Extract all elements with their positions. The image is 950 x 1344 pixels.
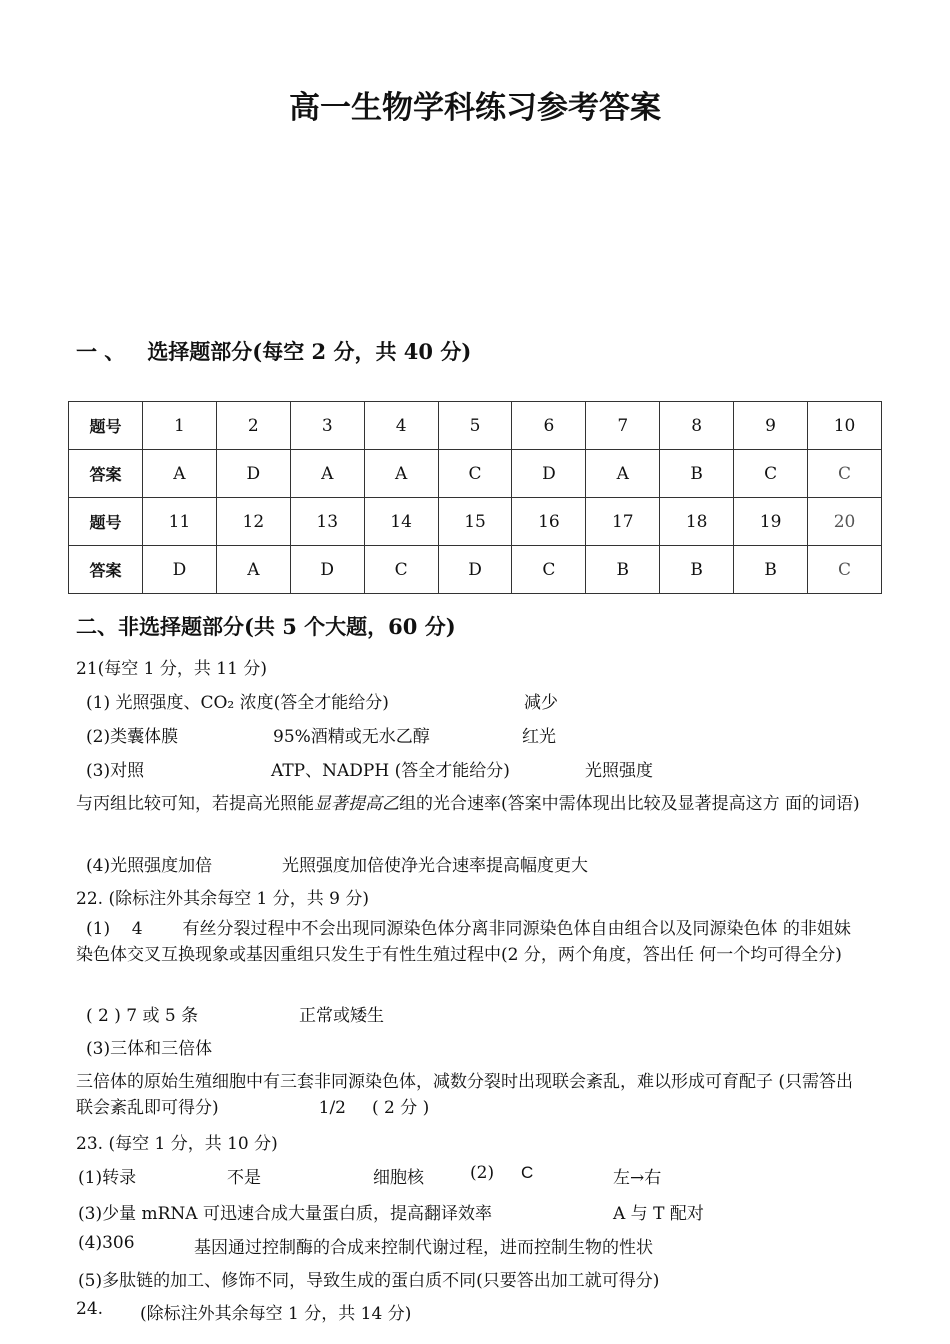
table-cell: D: [512, 450, 586, 498]
section1-text: 选择题部分(每空 2 分，共 40 分): [147, 339, 472, 364]
table-cell: C: [438, 450, 512, 498]
q22-line2-a: ( 2 ) 7 或 5 条: [86, 1006, 199, 1026]
table-cell: 16: [512, 498, 586, 546]
table-row-answers-2: [69, 546, 882, 594]
table-cell: A: [143, 450, 217, 498]
table-cell: 15: [438, 498, 512, 546]
table-cell: 5: [438, 402, 512, 450]
q21-line2-c: 红光: [522, 727, 556, 747]
table-cell: C: [808, 546, 882, 594]
q23-line1-e: C: [521, 1163, 534, 1182]
table-cell: 2: [216, 402, 290, 450]
table-cell: A: [216, 546, 290, 594]
table-cell: 20: [808, 498, 882, 546]
section2-heading: 二、非选择题部分(共 5 个大题，60 分): [76, 614, 456, 639]
q21-para-c: 组的光合速率(答案中需体现出比较及显著提高这方 面的词语): [399, 794, 860, 814]
table-cell: 19: [734, 498, 808, 546]
q21-line4-a: (4)光照强度加倍: [86, 856, 213, 876]
q23-line1-c: 细胞核: [373, 1168, 424, 1188]
section1-number: 一 、: [76, 339, 126, 364]
q24-heading-number: 24.: [76, 1299, 104, 1319]
q21-line2-b: 95%酒精或无水乙醇: [273, 727, 430, 747]
q21-line3-a: (3)对照: [86, 761, 145, 781]
table-cell: A: [364, 450, 438, 498]
q23-line1-a: (1)转录: [78, 1168, 137, 1188]
table-cell: D: [290, 546, 364, 594]
table-cell: 17: [586, 498, 660, 546]
q21-para-b: 显著提高乙: [314, 794, 399, 814]
table-cell: D: [143, 546, 217, 594]
q21-line4-b: 光照强度加倍使净光合速率提高幅度更大: [282, 856, 588, 876]
q21-line2-a: (2)类囊体膜: [86, 727, 179, 747]
q23-line4: (5)多肽链的加工、修饰不同，导致生成的蛋白质不同(只要答出加工就可得分): [78, 1271, 660, 1291]
q21-line3-c: 光照强度: [585, 761, 653, 781]
q22-para1-b: 有丝分裂过程中不会出现同源染色体分离非同源染色体自由组合以及同源染色体 的非姐妹染色体交叉互换现象或基因重组只发生于有性生殖过程中(2 分，两个角度，答出任 何一个均可得全分): [76, 919, 851, 965]
table-cell: C: [364, 546, 438, 594]
table-cell: 3: [290, 402, 364, 450]
row-label: 题号: [69, 498, 143, 546]
q22-line3: (3)三体和三倍体: [86, 1039, 213, 1059]
table-cell: D: [438, 546, 512, 594]
q23-heading: 23. (每空 1 分，共 10 分): [76, 1134, 278, 1154]
row-label: 题号: [69, 402, 143, 450]
table-cell: 6: [512, 402, 586, 450]
table-cell: A: [290, 450, 364, 498]
answer-table: [68, 401, 882, 594]
q22-line2-b: 正常或矮生: [299, 1006, 384, 1026]
q22-para1-a: (1) 4: [86, 919, 143, 939]
q22-para2-b: 1/2: [318, 1098, 346, 1118]
table-cell: A: [586, 450, 660, 498]
table-row-answers-1: [69, 450, 882, 498]
table-row-questions-2: [69, 498, 882, 546]
q21-line1-b: 减少: [524, 693, 558, 713]
q21-paragraph: [76, 791, 866, 817]
q22-para2-c: ( 2 分 ): [372, 1098, 430, 1118]
q21-heading: 21(每空 1 分，共 11 分): [76, 659, 267, 679]
row-label: 答案: [69, 546, 143, 594]
section1-heading: [76, 336, 471, 366]
table-cell: C: [734, 450, 808, 498]
q21-para-a: 与丙组比较可知，若提高光照能: [76, 794, 314, 814]
q23-line3-a: (4)306: [78, 1233, 135, 1253]
row-label: 答案: [69, 450, 143, 498]
table-cell: 13: [290, 498, 364, 546]
table-cell: B: [660, 450, 734, 498]
q22-heading: 22. (除标注外其余每空 1 分，共 9 分): [76, 889, 369, 909]
table-cell: 18: [660, 498, 734, 546]
table-row-questions-1: [69, 402, 882, 450]
q22-paragraph1: [76, 916, 866, 968]
q21-line1-a: (1) 光照强度、CO₂ 浓度(答全才能给分): [86, 693, 389, 713]
table-cell: D: [216, 450, 290, 498]
table-cell: B: [586, 546, 660, 594]
table-cell: 14: [364, 498, 438, 546]
table-cell: C: [512, 546, 586, 594]
table-cell: 11: [143, 498, 217, 546]
table-cell: 1: [143, 402, 217, 450]
table-cell: B: [660, 546, 734, 594]
q24-heading-text: (除标注外其余每空 1 分，共 14 分): [140, 1304, 412, 1324]
table-cell: 7: [586, 402, 660, 450]
q23-line3-b: 基因通过控制酶的合成来控制代谢过程，进而控制生物的性状: [194, 1238, 653, 1258]
q21-line3-b: ATP、NADPH (答全才能给分): [271, 761, 510, 781]
table-cell: C: [808, 450, 882, 498]
q23-line2-b: A 与 T 配对: [613, 1204, 704, 1224]
q22-para2-a: 三倍体的原始生殖细胞中有三套非同源染色体，减数分裂时出现联会紊乱，难以形成可育配子 (只需答出联会紊乱即可得分): [76, 1072, 854, 1118]
table-cell: B: [734, 546, 808, 594]
table-cell: 12: [216, 498, 290, 546]
q23-line1-b: 不是: [227, 1168, 261, 1188]
q23-line1-f: 左→右: [613, 1168, 662, 1188]
table-cell: 8: [660, 402, 734, 450]
q23-line1-d: (2): [470, 1163, 495, 1183]
q22-paragraph2: [76, 1069, 866, 1121]
q23-line2-a: (3)少量 mRNA 可迅速合成大量蛋白质，提高翻译效率: [78, 1204, 492, 1224]
table-cell: 9: [734, 402, 808, 450]
table-cell: 10: [808, 402, 882, 450]
page-title: 高一生物学科练习参考答案: [289, 90, 661, 126]
table-cell: 4: [364, 402, 438, 450]
